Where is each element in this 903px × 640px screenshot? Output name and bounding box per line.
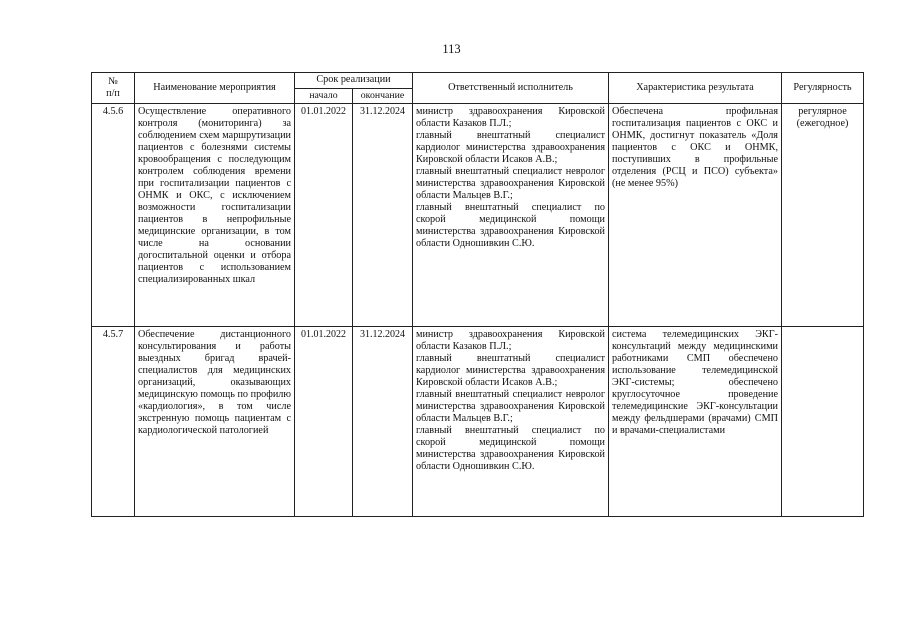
header-regularity: Регулярность [782,73,864,104]
header-result: Характеристика результата [609,73,782,104]
start-date: 01.01.2022 [295,326,353,516]
end-date: 31.12.2024 [353,326,413,516]
end-date: 31.12.2024 [353,103,413,326]
table-row [92,326,864,516]
activities-table [91,72,864,517]
regularity [782,326,864,516]
row-number: 4.5.6 [92,103,135,326]
executor-entry: главный внештатный специалист невролог министерства здравоохранения Кировской области Мальцев В.Г.; [416,388,605,424]
header-name: Наименование мероприятия [135,73,295,104]
start-date: 01.01.2022 [295,103,353,326]
page-number: 113 [442,42,461,56]
result-description: система телемедицинских ЭКГ-консультаций между медицинскими работниками СМП обеспечено использование телемедицинской ЭКГ-системы; обеспечено круглосуточное проведение телемедицинские ЭКГ-консультации между фельдшерами (врачами) СМП и врачами-специалистами [609,326,782,516]
row-number: 4.5.7 [92,326,135,516]
executor-entry: министр здравоохранения Кировской области Казаков П.Л.; [416,328,605,352]
header-period: Срок реализации [295,73,413,89]
header-end: окончание [353,89,413,104]
executor-entry: главный внештатный специалист по скорой медицинской помощи министерства здравоохранения Кировской области Одношивкин С.Ю. [416,201,605,249]
executor-entry: главный внештатный специалист по скорой медицинской помощи министерства здравоохранения Кировской области Одношивкин С.Ю. [416,424,605,472]
regularity: регулярное (ежегодное) [782,103,864,326]
responsible-executors [413,326,609,516]
executor-entry: министр здравоохранения Кировской области Казаков П.Л.; [416,105,605,129]
table-row [92,103,864,326]
header-row [92,73,864,89]
responsible-executors [413,103,609,326]
result-description: Обеспечена профильная госпитализация пациентов с ОКС и ОНМК, достигнут показатель «Доля пациентов с ОКС и ОНМК, поступивших в профильные отделения (РСЦ и ПСО) субъекта» (не менее 95%) [609,103,782,326]
header-executor: Ответственный исполнитель [413,73,609,104]
activity-name: Обеспечение дистанционного консультирования и работы выездных бригад врачей-специалистов для медицинских организаций, оказывающих медицинскую помощь по профилю «кардиология», в том числе экстренную помощь пациентам с кардиологической патологией [135,326,295,516]
header-num: № п/п [92,73,135,104]
executor-entry: главный внештатный специалист кардиолог министерства здравоохранения Кировской области Исаков А.В.; [416,352,605,388]
executor-entry: главный внештатный специалист невролог министерства здравоохранения Кировской области Мальцев В.Г.; [416,165,605,201]
activity-name: Осуществление оперативного контроля (мониторинга) за соблюдением схем маршрутизации пациентов с болезнями системы кровообращения с последующим контролем соблюдения времени при госпитализации пациентов с ОНМК и ОКС, с исключением возможности госпитализации пациентов в непрофильные медицинские организации, в том числе на основании догоспитальной оценки и отбора пациентов с использованием специализированных шкал [135,103,295,326]
header-start: начало [295,89,353,104]
executor-entry: главный внештатный специалист кардиолог министерства здравоохранения Кировской области Исаков А.В.; [416,129,605,165]
